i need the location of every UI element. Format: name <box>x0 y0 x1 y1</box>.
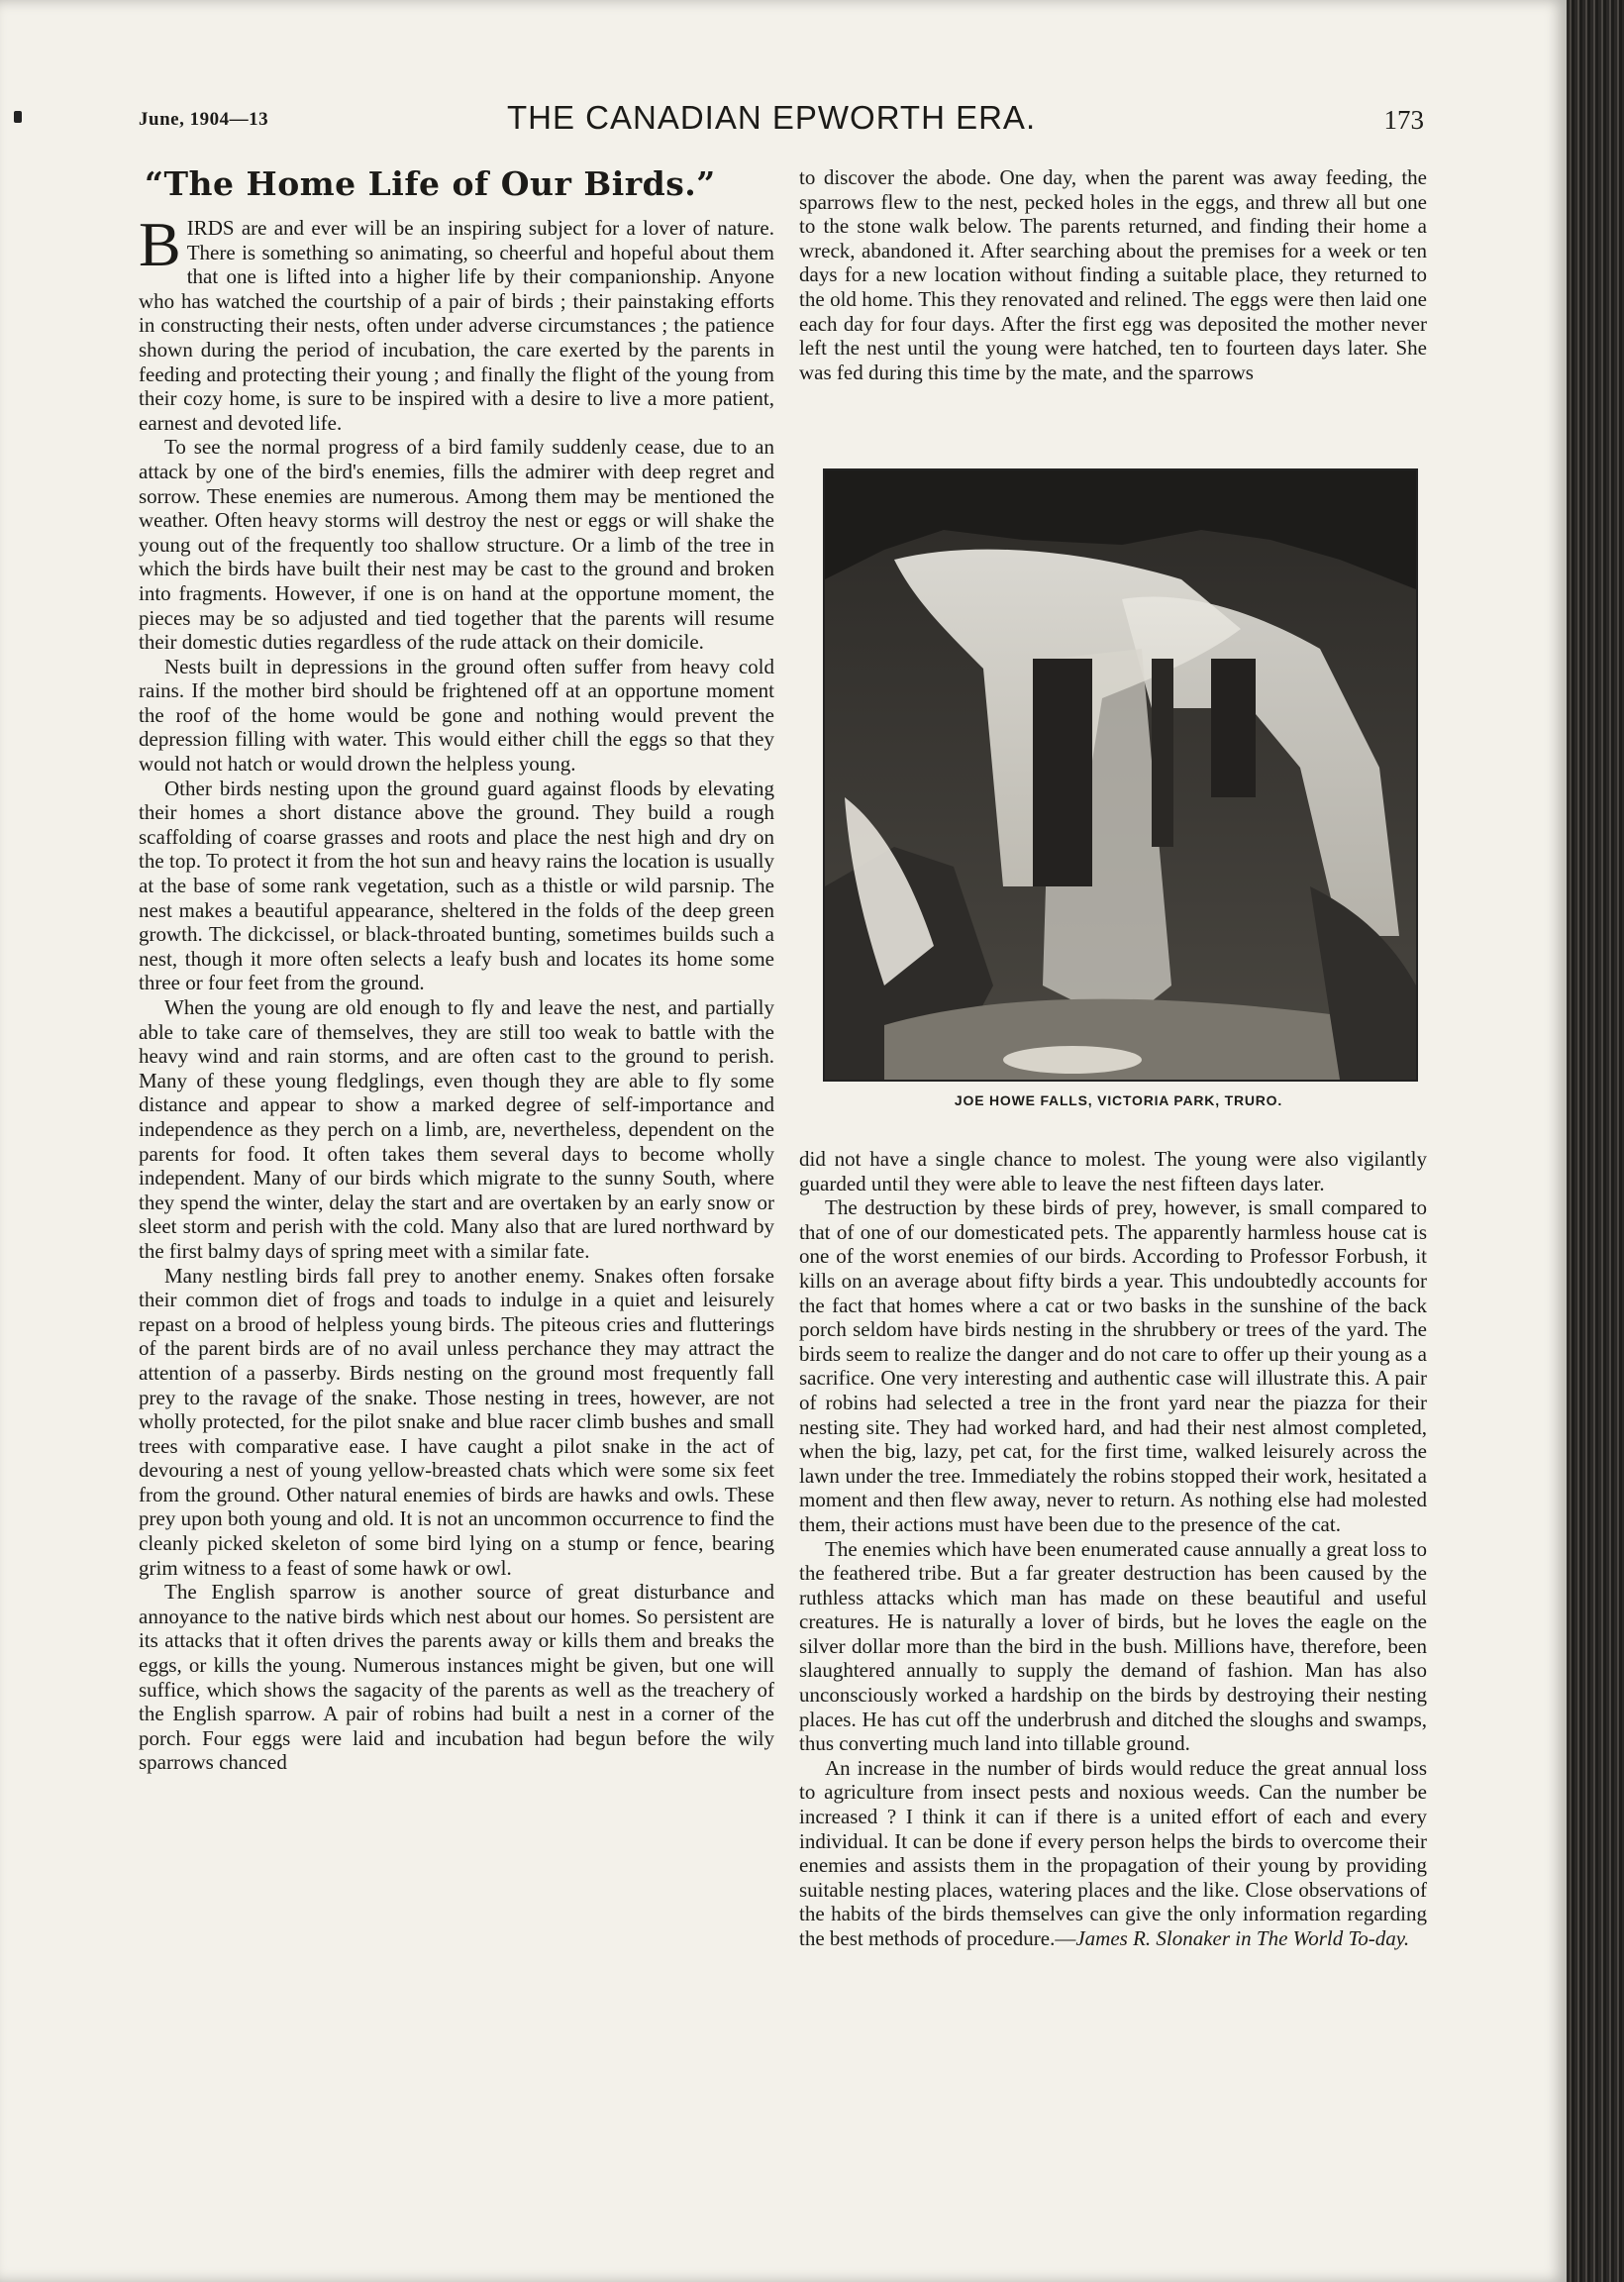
article-title: “The Home Life of Our Birds.” <box>145 164 716 203</box>
paragraph: The enemies which have been enumerated cause annually a great loss to the feathered tribe. But a far greater destruction has been caused by the ruthless attacks which man has made on these beautiful and useful creatures. He is naturally a lover of birds, but he loves the eagle on the silver dollar more than the bird in the bush. Millions have, therefore, been slaughtered annually to supply the demand of fashion. Man has also unconsciously worked a hardship on the birds by destroying their nesting places. He has cut off the underbrush and ditched the sloughs and swamps, thus converting much land into tillable ground. <box>799 1536 1427 1756</box>
paragraph: When the young are old enough to fly and leave the nest, and partially able to take care of themselves, they are still too weak to battle with the heavy wind and rain storms, and are often cast to the ground to perish. Many of these young fledglings, even though they are able to fly some distance and appear to show a marked degree of self-importance and independence as they perch on a limb, are, nevertheless, dependent on the parents for food. It often takes them several days to become wholly independent. Many of our birds which migrate to the sunny South, where they spend the winter, delay the start and are overtaken by an early snow or sleet storm and perish with the cold. Many also that are lured northward by the first balmy days of spring meet with a similar fate. <box>139 995 774 1263</box>
waterfall-photo <box>823 468 1418 1082</box>
photo-caption: JOE HOWE FALLS, VICTORIA PARK, TRURO. <box>954 1092 1283 1108</box>
paragraph: Other birds nesting upon the ground guard against floods by elevating their homes a short distance above the ground. They build a rough scaffolding of coarse grasses and roots and place the nest high and dry on the top. To protect it from the hot sun and heavy rains the location is usually at the base of some rank vegetation, such as a thistle or wild parsnip. The nest makes a beautiful appearance, sheltered in the folds of the deep green growth. The dickcissel, or black-throated bunting, sometimes builds such a nest, though it more often selects a leafy bush and locates its home some three or four feet from the ground. <box>139 776 774 995</box>
left-column <box>139 164 774 1775</box>
paragraph: did not have a single chance to molest. The young were also vigilantly guarded until they were able to leave the nest fifteen days later. <box>799 1147 1427 1195</box>
paragraph: The English sparrow is another source of great disturbance and annoyance to the native birds which nest about our homes. So persistent are its attacks that it often drives the parents away or kills them and breaks the eggs, or kills the young. Numerous instances might be given, but one will suffice, which shows the sagacity of the parents as well as the treachery of the English sparrow. A pair of robins had built a nest in a corner of the porch. Four eggs were laid and incubation had begun before the wily sparrows chanced <box>139 1580 774 1775</box>
paragraph: To see the normal progress of a bird family suddenly cease, due to an attack by one of the bird's enemies, fills the admirer with deep regret and sorrow. These enemies are numerous. Among them may be mentioned the weather. Often heavy storms will destroy the nest or eggs or will shake the young out of the frequently too shallow structure. Or a limb of the tree in which the birds have built their nest may be cast to the ground and broken into fragments. However, if one is on hand at the opportune moment, the pieces may be so adjusted and tied together that the parents will resume their domestic duties regardless of the rude attack on their domicile. <box>139 435 774 655</box>
paragraph <box>799 1756 1427 1951</box>
paragraph: to discover the abode. One day, when the parent was away feeding, the sparrows flew to the nest, pecked holes in the eggs, and threw all but one to the stone walk below. The parents returned, and finding their home a wreck, abandoned it. After searching about the premises for a week or ten days for a new location without finding a suitable place, they returned to the old home. This they renovated and relined. The eggs were then laid one each day for four days. After the first egg was deposited the mother never left the nest until the young were hatched, ten to fourteen days later. She was fed during this time by the mate, and the sparrows <box>799 165 1427 384</box>
author-signature: James R. Slonaker in The World To-day. <box>1075 1926 1410 1950</box>
book-spine-edge <box>1567 0 1624 2282</box>
paragraph: BIRDS are and ever will be an inspiring subject for a lover of nature. There is something so animating, so cheerful and hopeful about them that one is lifted into a higher life by their companionship. Anyone who has watched the courtship of a pair of birds ; their painstaking efforts in constructing their nests, often under adverse circumstances ; the patience shown during the period of incubation, the care exerted by the parents in feeding and protecting their young ; and finally the flight of the young from their cozy home, is sure to be inspired with a desire to live a more patient, earnest and devoted life. <box>139 209 774 435</box>
page-header <box>137 97 1424 147</box>
closing-text: An increase in the number of birds would reduce the great annual loss to agriculture from insect pests and noxious weeds. Can the number be increased ? I think it can if there is a united effort of each and every individual. It can be done if every person helps the birds to overcome their enemies and assists them in the propagation of their young by providing suitable nesting places, watering places and the like. Close observations of the habits of the birds themselves can give the only information regarding the best methods of procedure.— <box>799 1755 1427 1950</box>
magazine-title: THE CANADIAN EPWORTH ERA. <box>507 99 1037 136</box>
paragraph: Many nestling birds fall prey to another enemy. Snakes often forsake their common diet of frogs and toads to indulge in a quiet and leisurely repast on a brood of helpless young birds. The piteous cries and flutterings of the parent birds are of no avail unless perchance they may attract the attention of a passerby. Birds nesting on the ground most frequently fall prey to the ravage of the snake. Those nesting in trees, however, are not wholly protected, for the pilot snake and blue racer climb bushes and small trees with comparative ease. I have caught a pilot snake in the act of devouring a nest of young yellow-breasted chats which were some six feet from the ground. Other natural enemies of birds are hawks and owls. These prey upon both young and old. It is not an uncommon occurrence to find the cleanly picked skeleton of some bird lying on a stump or fence, bearing grim witness to a feast of some hawk or owl. <box>139 1263 774 1580</box>
waterfall-illustration <box>825 470 1416 1080</box>
paragraph: Nests built in depressions in the ground often suffer from heavy cold rains. If the mother bird should be frightened off at an opportune moment the roof of the home would be gone and nothing would prevent the depression filling with water. This would either chill the eggs so that they would not hatch or would drown the helpless young. <box>139 654 774 777</box>
right-column-top <box>799 165 1427 384</box>
paragraph: The destruction by these birds of prey, however, is small compared to that of one of our domesticated pets. The apparently harmless house cat is one of the worst enemies of our birds. According to Professor Forbush, it kills on an average about fifty birds a year. This undoubtedly accounts for the fact that homes where a cat or two basks in the sunshine of the back porch seldom have birds nesting in the shrubbery or trees of the yard. The birds seem to realize the danger and do not care to offer up their young as a sacrifice. One very interesting and authentic case will illustrate this. A pair of robins had selected a tree in the front yard near the piazza for their nesting site. They had worked hard, and had their nest almost completed, when the big, lazy, pet cat, for the first time, walked leisurely across the lawn under the tree. Immediately the robins stopped their work, hesitated a moment and then flew away, never to return. As nothing else had molested them, their actions must have been due to the presence of the cat. <box>799 1195 1427 1536</box>
margin-mark <box>14 111 22 123</box>
issue-date: June, 1904—13 <box>139 109 269 130</box>
drop-cap: B <box>139 209 181 279</box>
right-column-bottom <box>799 1147 1427 1951</box>
page-number: 173 <box>1383 105 1424 135</box>
